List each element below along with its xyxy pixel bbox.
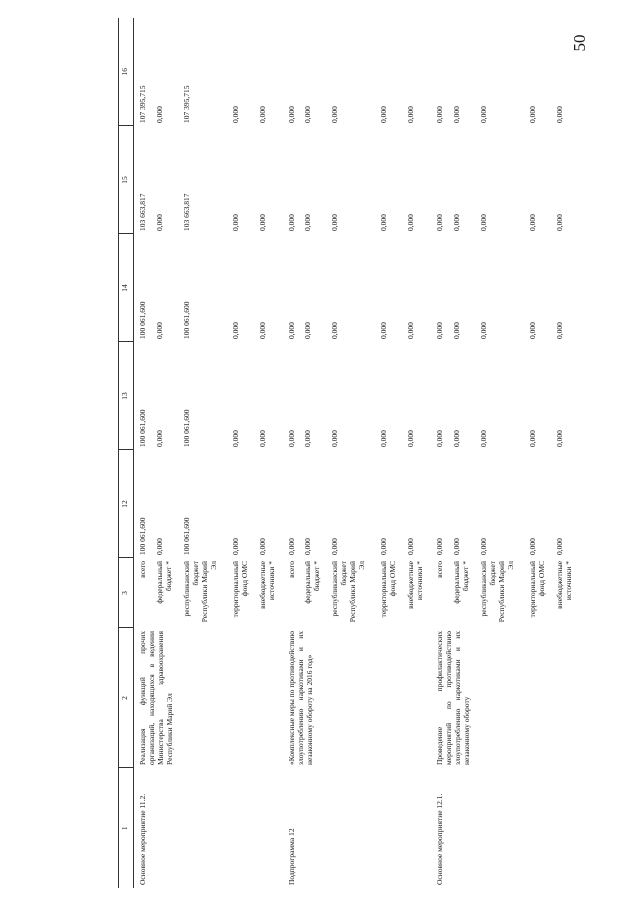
value-cell: 0,000	[257, 106, 267, 123]
table-row	[431, 18, 449, 888]
funding-source: внебюджетные источники *	[554, 561, 573, 609]
value-cell: 0,000	[330, 214, 340, 231]
value-cell: 0,000	[406, 538, 416, 555]
value-cell: 0,000	[154, 430, 164, 447]
funding-source: территориальный фонд ОМС	[379, 561, 398, 618]
program-code: Основное мероприятие 11.2.	[138, 793, 147, 885]
value-cell: 107 395,715	[181, 85, 191, 123]
value-cell: 0,000	[154, 538, 164, 555]
value-cell: 0,000	[230, 538, 240, 555]
program-title: Реализация функций прочих организаций, находящихся в ведении Министерства здравоохранения Республики Марий Эл	[138, 631, 174, 765]
value-cell: 0,000	[435, 214, 445, 231]
value-cell: 100 061,600	[181, 409, 191, 447]
funding-source: всего	[138, 561, 147, 578]
value-cell: 0,000	[230, 430, 240, 447]
value-cell: 0,000	[406, 106, 416, 123]
value-cell: 0,000	[154, 214, 164, 231]
value-cell: 0,000	[478, 538, 488, 555]
value-cell: 0,000	[230, 106, 240, 123]
value-cell: 0,000	[286, 322, 296, 339]
value-cell: 0,000	[286, 430, 296, 447]
value-cell: 0,000	[303, 322, 313, 339]
table-row	[134, 18, 153, 888]
funding-source: республиканский бюджет Республики Марий Эл	[330, 561, 367, 623]
column-header: 15	[119, 126, 134, 234]
value-cell: 100 061,600	[181, 301, 191, 339]
value-cell: 0,000	[554, 322, 564, 339]
program-title: «Комплексные меры по противодействию злоупотреблению наркотиками и их незаконному обороту на 2016 год»	[286, 631, 314, 765]
value-cell: 0,000	[478, 430, 488, 447]
funding-source: всего	[435, 561, 445, 578]
value-cell: 0,000	[435, 430, 445, 447]
value-cell: 0,000	[527, 430, 537, 447]
value-cell: 0,000	[230, 322, 240, 339]
value-cell: 0,000	[379, 106, 389, 123]
header-row	[119, 18, 134, 888]
value-cell: 0,000	[330, 106, 340, 123]
value-cell: 0,000	[527, 322, 537, 339]
funding-source: всего	[286, 561, 296, 578]
value-cell: 0,000	[527, 106, 537, 123]
value-cell: 103 663,817	[181, 193, 191, 231]
value-cell: 0,000	[257, 322, 267, 339]
value-cell: 0,000	[527, 214, 537, 231]
value-cell: 0,000	[303, 106, 313, 123]
value-cell: 0,000	[406, 430, 416, 447]
value-cell: 0,000	[478, 214, 488, 231]
value-cell: 0,000	[451, 106, 461, 123]
value-cell: 0,000	[406, 322, 416, 339]
value-cell: 0,000	[451, 214, 461, 231]
value-cell: 0,000	[303, 538, 313, 555]
value-cell: 0,000	[257, 430, 267, 447]
value-cell: 0,000	[379, 538, 389, 555]
value-cell: 0,000	[286, 106, 296, 123]
value-cell: 0,000	[451, 538, 461, 555]
value-cell: 0,000	[286, 214, 296, 231]
column-header: 16	[119, 18, 134, 126]
column-header: 3	[119, 558, 134, 628]
value-cell: 0,000	[435, 322, 445, 339]
value-cell: 103 663,817	[138, 193, 147, 231]
value-cell: 0,000	[451, 322, 461, 339]
program-code: Подпрограмма 12	[286, 828, 296, 885]
funding-source: республиканский бюджет Республики Марий Эл	[478, 561, 515, 623]
funding-source: федеральный бюджет *	[154, 561, 173, 604]
program-title: Проведение профилактических мероприятий по противодействию злоупотреблению наркотиками и их незаконному обороту	[435, 631, 472, 765]
value-cell: 0,000	[379, 214, 389, 231]
value-cell: 100 061,600	[138, 301, 147, 339]
value-cell: 0,000	[554, 538, 564, 555]
value-cell: 107 395,715	[138, 85, 147, 123]
value-cell: 0,000	[379, 430, 389, 447]
value-cell: 0,000	[527, 538, 537, 555]
value-cell: 0,000	[154, 106, 164, 123]
document-page-rotated	[118, 18, 580, 888]
value-cell: 100 061,600	[138, 409, 147, 447]
value-cell: 0,000	[435, 538, 445, 555]
table-row	[283, 18, 301, 888]
value-cell: 0,000	[330, 538, 340, 555]
column-header: 2	[119, 628, 134, 768]
value-cell: 0,000	[303, 214, 313, 231]
value-cell: 100 061,600	[138, 517, 147, 555]
column-header: 14	[119, 234, 134, 342]
value-cell: 0,000	[257, 538, 267, 555]
funding-source: территориальный фонд ОМС	[527, 561, 546, 618]
funding-source: внебюджетные источники *	[406, 561, 425, 609]
budget-table	[118, 18, 580, 888]
funding-source: территориальный фонд ОМС	[230, 561, 249, 618]
value-cell: 0,000	[478, 322, 488, 339]
value-cell: 0,000	[451, 430, 461, 447]
value-cell: 0,000	[554, 106, 564, 123]
value-cell: 0,000	[406, 214, 416, 231]
funding-source: внебюджетные источники *	[257, 561, 276, 609]
value-cell: 0,000	[330, 430, 340, 447]
column-header: 1	[119, 768, 134, 888]
funding-source: федеральный бюджет *	[451, 561, 470, 604]
column-header: 12	[119, 450, 134, 558]
value-cell: 100 061,600	[181, 517, 191, 555]
value-cell: 0,000	[230, 214, 240, 231]
column-header: 13	[119, 342, 134, 450]
funding-source: республиканский бюджет Республики Марий Эл	[181, 561, 218, 623]
value-cell: 0,000	[379, 322, 389, 339]
funding-source: федеральный бюджет *	[303, 561, 322, 604]
value-cell: 0,000	[478, 106, 488, 123]
value-cell: 0,000	[303, 430, 313, 447]
value-cell: 0,000	[154, 322, 164, 339]
value-cell: 0,000	[435, 106, 445, 123]
value-cell: 0,000	[554, 214, 564, 231]
value-cell: 0,000	[554, 430, 564, 447]
value-cell: 0,000	[330, 322, 340, 339]
page-number: 50	[570, 34, 589, 52]
program-code: Основное мероприятие 12.1.	[435, 793, 445, 885]
value-cell: 0,000	[286, 538, 296, 555]
value-cell: 0,000	[257, 214, 267, 231]
